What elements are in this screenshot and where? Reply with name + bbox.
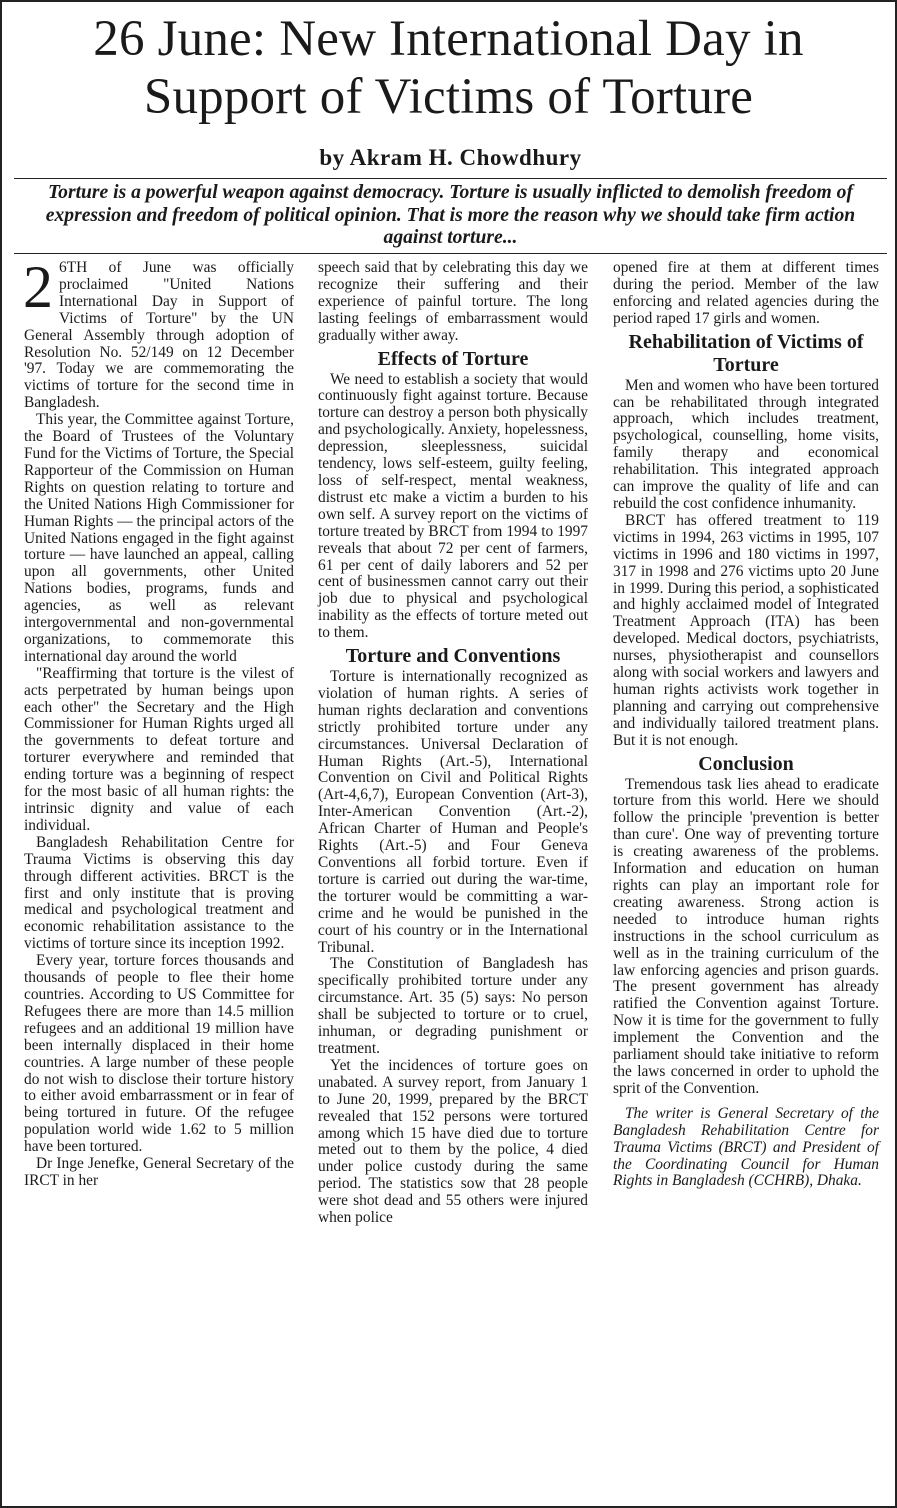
article-column-2 <box>318 260 588 1227</box>
paragraph: This year, the Committee against Torture, the Board of Trustees of the Voluntary Fund for the Victims of Torture, the Special Rapporteur of the Commission on Human Rights on question relating to torture and the United Nations High Commissioner for Human Rights — the principal actors of the United Nations engaged in the fight against torture — have launched an appeal, calling upon all governments, other United Nations bodies, programs, funds and agencies, as well as relevant intergovernmental and non-governmental organizations, to commemorate this international day around the world <box>24 411 294 665</box>
subheading-conclusion: Conclusion <box>698 752 794 775</box>
paragraph: Dr Inge Jenefke, General Secretary of the IRCT in her <box>24 1155 294 1189</box>
paragraph: Tremendous task lies ahead to eradicate torture from this world. Here we should follow the principle 'prevention is better than cure'. One way of preventing torture is creating awareness of the problems. Information and education on human rights can play an important role for creating awareness. Strong action is needed to introduce human rights instructions in the school curriculum as well as in the training curriculum of the law enforcing agencies and prison guards. The present government has already ratified the Convention against Torture. Now it is time for the government to fully implement the Convention and the parliament should take initiative to reform the laws concerned in order to uphold the sprit of the Convention. <box>613 775 879 1097</box>
article-column-1 <box>23 254 294 1190</box>
subheading-torture-and-conventions: Torture and Conventions <box>345 645 561 668</box>
paragraph: We need to establish a society that would continuously fight against torture. Because torture can destroy a person both physically and psychologically. Anxiety, hopelessness, depression, sleeplessness, suicidal tendency, lows self-esteem, guilty feeling, loss of self-respect, mental weakness, distrust etc make a victim a burden to his own self. A survey report on the victims of torture treated by BRCT from 1994 to 1997 reveals that about 72 per cent of farmers, 61 per cent of daily laborers and 52 per cent of businessmen cannot carry out their job due to physical and psychological inability as the effects of torture meted out to them. <box>318 370 588 642</box>
subheading-rehabilitation: Rehabilitation of Victims of Torture <box>628 330 864 376</box>
paragraph: Bangladesh Rehabilitation Centre for Trauma Victims is observing this day through different activities. BRCT is the first and only institute that is proving medical and psychological treatment and economic rehabilitation assistance to the victims of torture since its inception 1992. <box>24 833 294 953</box>
paragraph: "Reaffirming that torture is the vilest of acts perpetrated by human beings upon each other" the Secretary and the High Commissioner for Human Rights urged all the governments to defeat torture and torturer everywhere and reminded that ending torture was a beginning of respect for the most basic of all human rights: the intrinsic dignity and value of each individual. <box>24 664 294 834</box>
intro-text: 6TH of June was officially proclaimed "United Nations International Day in Support of Victims of Torture" by the UN General Assembly through adoption of Resolution No. 52/149 on 12 December '97. Today we are commemorating the victims of torture for the second time in Bangladesh. <box>24 259 294 412</box>
headline: 26 June: New International Day in Support of Victims of Torture <box>93 11 804 125</box>
paragraph: Every year, torture forces thousands and thousands of people to flee their home countries. According to US Committee for Refugees there are more than 14.5 million refugees and an additional 19 million have been internally displaced in their home countries. A large number of these people do not wish to disclose their torture history to either avoid embarrassment or in fear of being tortured in future. Of the refugee population world wide 1.62 to 5 million have been tortured. <box>24 952 294 1156</box>
standfirst-top-rule <box>14 178 887 179</box>
author-note: The writer is General Secretary of the Bangladesh Rehabilitation Centre for Trauma Victims (BRCT) and President of the Coordinating Council for Human Rights in Bangladesh (CCHRB), Dhaka. <box>613 1104 879 1190</box>
paragraph: Torture is internationally recognized as violation of human rights. A series of human rights declaration and conventions strictly prohibited torture under any circumstances. Universal Declaration of Human Rights (Art.-5), International Convention on Civil and Political Rights (Art-4,6,7), European Convention (Art-3), Inter-American Convention (Art.-2), African Charter of Human and People's Rights (Art.-5) and Four Geneva Conventions all forbid torture. Even if torture is carried out during the war-time, the torturer would be committing a war-crime and he would be punished in the court of his country or in the International Tribunal. <box>318 668 588 956</box>
article-column-3 <box>613 260 879 1190</box>
byline: by Akram H. Chowdhury <box>319 145 582 170</box>
standfirst: Torture is a powerful weapon against democracy. Torture is usually inflicted to demolish freedom of expression and freedom of political opinion. That is more the reason why we should take firm action against torture... <box>45 182 856 248</box>
paragraph: BRCT has offered treatment to 119 victims in 1994, 263 victims in 1995, 107 victims in 1996 and 180 victims in 1997, 317 in 1998 and 276 victims upto 20 June in 1999. During this period, a sophisticated and highly acclaimed model of Integrated Treatment Approach (ITA) has been developed. Medical doctors, psychiatrists, nurses, physiotherapist and counsellors along with social workers and lawyers and human rights activists work together in planning and carrying out comprehensive and individually tailored treatment plans. But it is not enough. <box>613 511 879 749</box>
standfirst-bottom-rule <box>14 253 887 254</box>
paragraph: Men and women who have been tortured can be rehabilitated through integrated approach, which includes treatment, psychological, counselling, home visits, family therapy and economical rehabilitation. This integrated approach can improve the quality of life and can rebuild the cost confidence inhumanity. <box>613 376 879 512</box>
paragraph: Yet the incidences of torture goes on unabated. A survey report, from January 1 to June 20, 1999, prepared by the BRCT revealed that 152 persons were tortured among which 15 have died due to torture meted out to them by the police, 4 died under police custody during the same period. The statistics sow that 28 people were shot dead and 55 others were injured when police <box>318 1056 588 1227</box>
subheading-effects-of-torture: Effects of Torture <box>377 347 529 370</box>
paragraph: speech said that by celebrating this day we recognize their suffering and their experience of painful torture. The long lasting feelings of embarrassment would gradually wither away. <box>318 259 588 344</box>
paragraph: opened fire at them at different times during the period. Member of the law enforcing and related agencies during the period raped 17 girls and women. <box>613 259 879 327</box>
intro-paragraph <box>23 254 294 412</box>
drop-cap: 2 <box>23 254 53 320</box>
paragraph: The Constitution of Bangladesh has specifically prohibited torture under any circumstance. Art. 35 (5) says: No person shall be subjected to torture or to cruel, inhuman, or degrading punishment or treatment. <box>318 955 588 1057</box>
